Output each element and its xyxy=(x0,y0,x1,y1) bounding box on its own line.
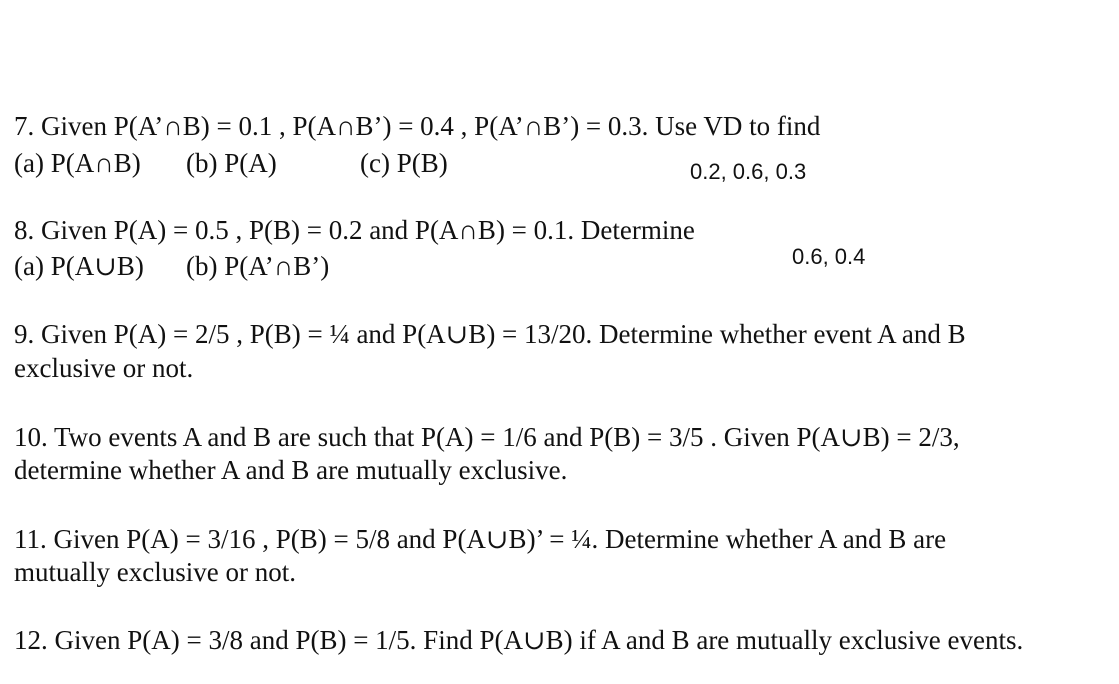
question-8-part-a: (a) P(A∪B) xyxy=(14,251,144,281)
question-10-text: 10. Two events A and B are such that P(A) = 1/6 and P(B) = 3/5 . Given P(A∪B) = 2/3, xyxy=(14,422,960,452)
question-10-text-continued: determine whether A and B are mutually exclusive. xyxy=(14,455,568,485)
question-7-text: 7. Given P(A’∩B) = 0.1 , P(A∩B’) = 0.4 , P(A’∩B’) = 0.3. Use VD to find xyxy=(14,111,821,141)
question-8-text: 8. Given P(A) = 0.5 , P(B) = 0.2 and P(A∩B) = 0.1. Determine xyxy=(14,215,695,245)
question-9-text-continued: exclusive or not. xyxy=(14,353,194,383)
question-11-text-continued: mutually exclusive or not. xyxy=(14,557,296,587)
question-7-answer: 0.2, 0.6, 0.3 xyxy=(690,159,807,184)
question-7-part-b: (b) P(A) xyxy=(186,148,277,178)
question-12-text: 12. Given P(A) = 3/8 and P(B) = 1/5. Find P(A∪B) if A and B are mutually exclusive events. xyxy=(14,625,1024,655)
question-8-answer: 0.6, 0.4 xyxy=(792,244,866,269)
question-7-part-c: (c) P(B) xyxy=(360,148,448,178)
question-8-part-b: (b) P(A’∩B’) xyxy=(186,251,330,281)
question-7-part-a: (a) P(A∩B) xyxy=(14,148,141,178)
question-9-text: 9. Given P(A) = 2/5 , P(B) = ¼ and P(A∪B) = 13/20. Determine whether event A and B xyxy=(14,319,966,349)
question-11-text: 11. Given P(A) = 3/16 , P(B) = 5/8 and P(A∪B)’ = ¼. Determine whether A and B are xyxy=(14,524,947,554)
